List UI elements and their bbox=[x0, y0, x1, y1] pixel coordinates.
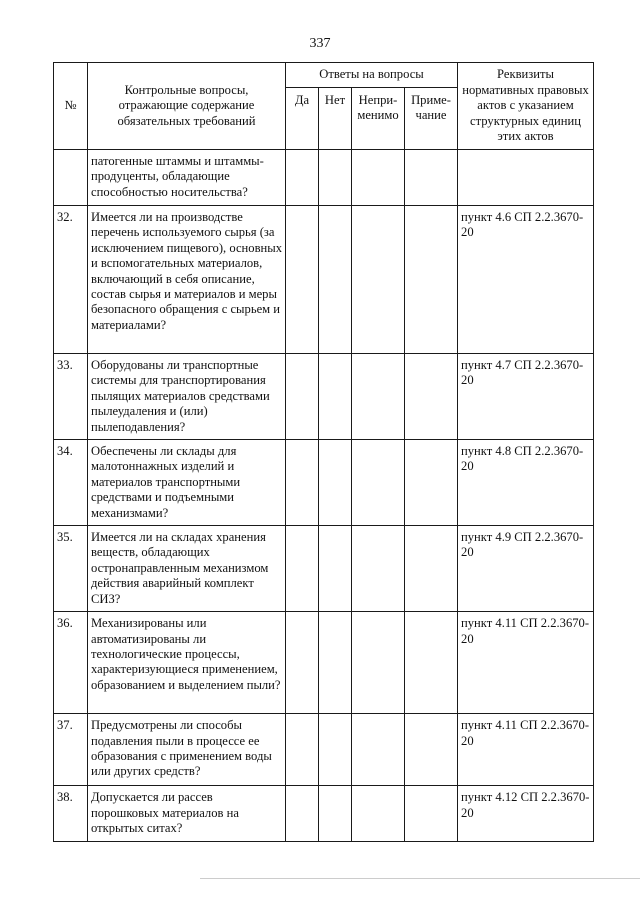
answer-no-cell[interactable] bbox=[319, 612, 352, 714]
answer-no-cell[interactable] bbox=[319, 786, 352, 842]
header-number: № bbox=[54, 63, 88, 150]
header-not-applicable: Непри-менимо bbox=[352, 88, 405, 150]
row-reference: пункт 4.11 СП 2.2.3670-20 bbox=[458, 714, 594, 786]
answer-no-cell[interactable] bbox=[319, 150, 352, 206]
page-number: 337 bbox=[309, 36, 331, 51]
answer-note-cell[interactable] bbox=[405, 526, 458, 612]
row-reference: пункт 4.7 СП 2.2.3670-20 bbox=[458, 354, 594, 440]
answer-note-cell[interactable] bbox=[405, 150, 458, 206]
header-question: Контрольные вопросы, отражающие содержание обязательных требований bbox=[88, 63, 286, 150]
row-question: Механизированы или автоматизированы ли технологические процессы, характеризующиеся применением, образованием и выделением пыли? bbox=[88, 612, 286, 714]
footer-divider bbox=[200, 878, 640, 879]
row-number: 35. bbox=[54, 526, 88, 612]
answer-note-cell[interactable] bbox=[405, 354, 458, 440]
row-reference: пункт 4.12 СП 2.2.3670-20 bbox=[458, 786, 594, 842]
answer-not-applicable-cell[interactable] bbox=[352, 526, 405, 612]
answer-yes-cell[interactable] bbox=[286, 612, 319, 714]
answer-yes-cell[interactable] bbox=[286, 526, 319, 612]
table-row bbox=[54, 354, 594, 440]
table-row bbox=[54, 526, 594, 612]
row-question: Обеспечены ли склады для малотоннажных изделий и материалов транспортными средствами и подъемными механизмами? bbox=[88, 440, 286, 526]
row-reference: пункт 4.8 СП 2.2.3670-20 bbox=[458, 440, 594, 526]
row-number: 33. bbox=[54, 354, 88, 440]
table-row bbox=[54, 440, 594, 526]
answer-no-cell[interactable] bbox=[319, 206, 352, 354]
row-reference: пункт 4.6 СП 2.2.3670-20 bbox=[458, 206, 594, 354]
row-number: 37. bbox=[54, 714, 88, 786]
answer-not-applicable-cell[interactable] bbox=[352, 786, 405, 842]
header-no-answer: Нет bbox=[319, 88, 352, 150]
answer-not-applicable-cell[interactable] bbox=[352, 714, 405, 786]
answer-not-applicable-cell[interactable] bbox=[352, 612, 405, 714]
row-number: 32. bbox=[54, 206, 88, 354]
answer-not-applicable-cell[interactable] bbox=[352, 150, 405, 206]
answer-note-cell[interactable] bbox=[405, 612, 458, 714]
answer-yes-cell[interactable] bbox=[286, 714, 319, 786]
table-row bbox=[54, 150, 594, 206]
answer-yes-cell[interactable] bbox=[286, 354, 319, 440]
row-question: Допускается ли рассев порошковых материалов на открытых ситах? bbox=[88, 786, 286, 842]
table-row bbox=[54, 786, 594, 842]
answer-yes-cell[interactable] bbox=[286, 440, 319, 526]
answer-not-applicable-cell[interactable] bbox=[352, 440, 405, 526]
row-number bbox=[54, 150, 88, 206]
answer-yes-cell[interactable] bbox=[286, 150, 319, 206]
checklist-table bbox=[53, 62, 594, 842]
answer-no-cell[interactable] bbox=[319, 440, 352, 526]
row-question: Имеется ли на складах хранения веществ, обладающих остронаправленным механизмом действия аварийный комплект СИЗ? bbox=[88, 526, 286, 612]
answer-note-cell[interactable] bbox=[405, 440, 458, 526]
header-answers: Ответы на вопросы bbox=[286, 63, 458, 88]
row-number: 34. bbox=[54, 440, 88, 526]
answer-no-cell[interactable] bbox=[319, 714, 352, 786]
row-reference: пункт 4.11 СП 2.2.3670-20 bbox=[458, 612, 594, 714]
answer-no-cell[interactable] bbox=[319, 354, 352, 440]
answer-note-cell[interactable] bbox=[405, 786, 458, 842]
table-row bbox=[54, 612, 594, 714]
answer-no-cell[interactable] bbox=[319, 526, 352, 612]
header-note: Приме-чание bbox=[405, 88, 458, 150]
answer-yes-cell[interactable] bbox=[286, 206, 319, 354]
table-row bbox=[54, 206, 594, 354]
row-number: 38. bbox=[54, 786, 88, 842]
answer-not-applicable-cell[interactable] bbox=[352, 354, 405, 440]
row-number: 36. bbox=[54, 612, 88, 714]
row-question: Имеется ли на производстве перечень используемого сырья (за исключением пищевого), основных и вспомогательных материалов, включающий в себя описание, состав сырья и материалов и меры безопасного обращения с сырьем и материалами? bbox=[88, 206, 286, 354]
row-reference: пункт 4.9 СП 2.2.3670-20 bbox=[458, 526, 594, 612]
row-reference bbox=[458, 150, 594, 206]
header-requisites: Реквизиты нормативных правовых актов с указанием структурных единиц этих актов bbox=[458, 63, 594, 150]
header-yes: Да bbox=[286, 88, 319, 150]
answer-note-cell[interactable] bbox=[405, 206, 458, 354]
answer-not-applicable-cell[interactable] bbox=[352, 206, 405, 354]
answer-note-cell[interactable] bbox=[405, 714, 458, 786]
row-question: Предусмотрены ли способы подавления пыли в процессе ее образования с применением воды или других средств? bbox=[88, 714, 286, 786]
table-row bbox=[54, 714, 594, 786]
answer-yes-cell[interactable] bbox=[286, 786, 319, 842]
row-question: Оборудованы ли транспортные системы для транспортирования пылящих материалов средствами пылеудаления и (или) пылеподавления? bbox=[88, 354, 286, 440]
row-question: патогенные штаммы и штаммы-продуценты, обладающие способностью носительства? bbox=[88, 150, 286, 206]
